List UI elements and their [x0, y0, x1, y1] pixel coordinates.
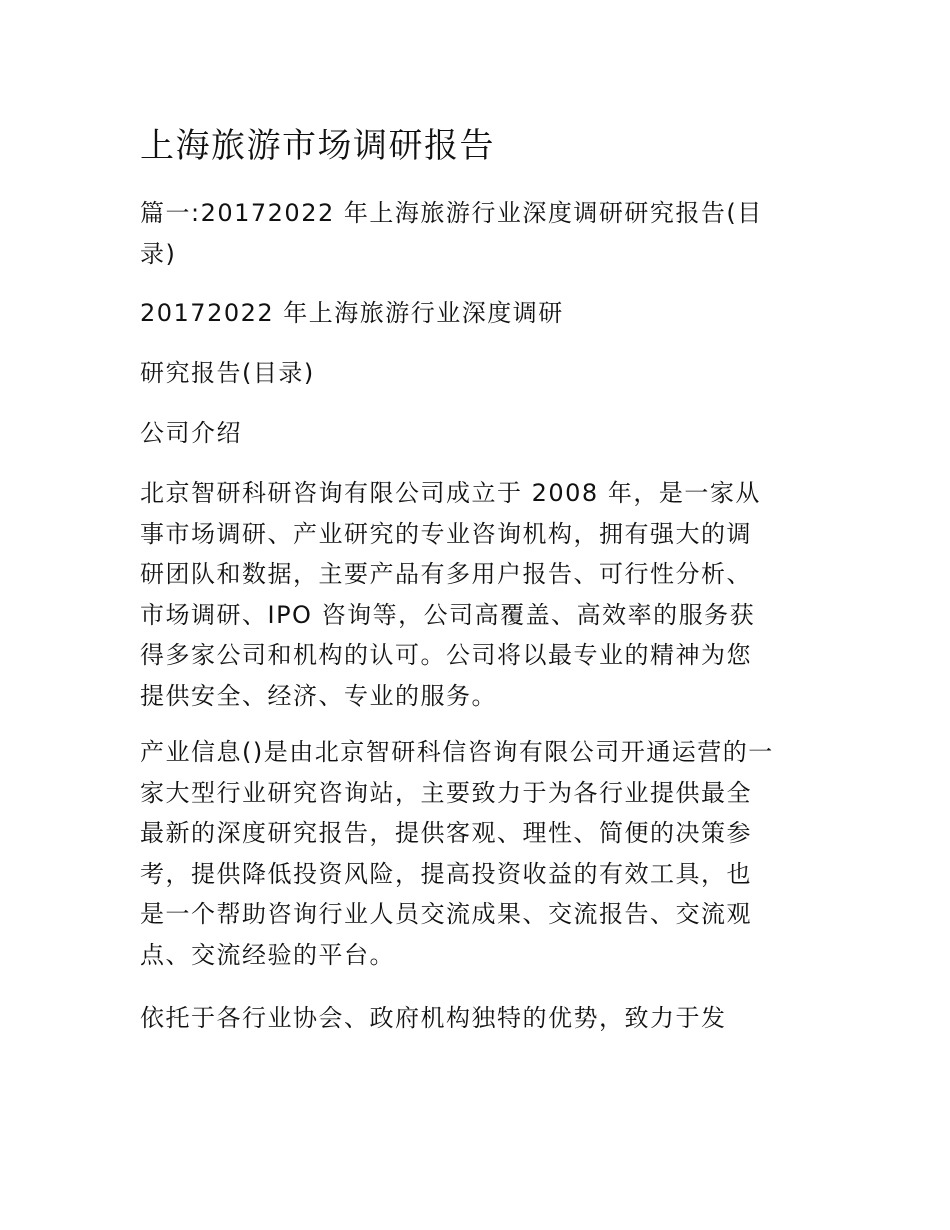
heading-line: 20172022 年上海旅游行业深度调研 [140, 299, 564, 327]
paragraph-line: 依托于各行业协会、政府机构独特的优势，致力于发 [140, 1004, 727, 1032]
paragraph-line: 研团队和数据，主要产品有多用户报告、可行性分析、 [140, 560, 752, 588]
paragraph-industry-info [140, 732, 820, 975]
paragraph-company-intro [140, 473, 820, 716]
heading-line: 篇一:20172022 年上海旅游行业深度调研研究报告(目 [140, 199, 763, 227]
paragraph-line: 考，提供降低投资风险，提高投资收益的有效工具，也 [140, 859, 752, 888]
paragraph-line: 最新的深度研究报告，提供客观、理性、简便的决策参 [140, 819, 752, 847]
heading-line: 研究报告(目录) [140, 359, 315, 387]
paragraph-line: 北京智研科研咨询有限公司成立于 2008 年，是一家从 [140, 479, 761, 507]
section-heading-report [140, 193, 820, 274]
paragraph-advantage [140, 998, 820, 1039]
heading-line: 录) [140, 239, 177, 268]
paragraph-line: 市场调研、IPO 咨询等，公司高覆盖、高效率的服务获 [140, 600, 756, 629]
paragraph-line: 点、交流经验的平台。 [140, 940, 395, 969]
paragraph-line: 得多家公司和机构的认可。公司将以最专业的精神为您 [140, 641, 752, 669]
paragraph-line: 事市场调研、产业研究的专业咨询机构，拥有强大的调 [140, 519, 752, 548]
heading-line: 公司介绍 [140, 419, 242, 447]
report-title-line [140, 293, 820, 334]
document-title: 上海旅游市场调研报告 [140, 126, 495, 166]
paragraph-line: 家大型行业研究咨询站，主要致力于为各行业提供最全 [140, 778, 752, 807]
company-intro-heading [140, 413, 820, 454]
paragraph-line: 产业信息()是由北京智研科信咨询有限公司开通运营的一 [140, 738, 774, 766]
paragraph-line: 是一个帮助咨询行业人员交流成果、交流报告、交流观 [140, 900, 752, 928]
paragraph-line: 提供安全、经济、专业的服务。 [140, 681, 497, 710]
report-subtitle-line [140, 353, 820, 394]
